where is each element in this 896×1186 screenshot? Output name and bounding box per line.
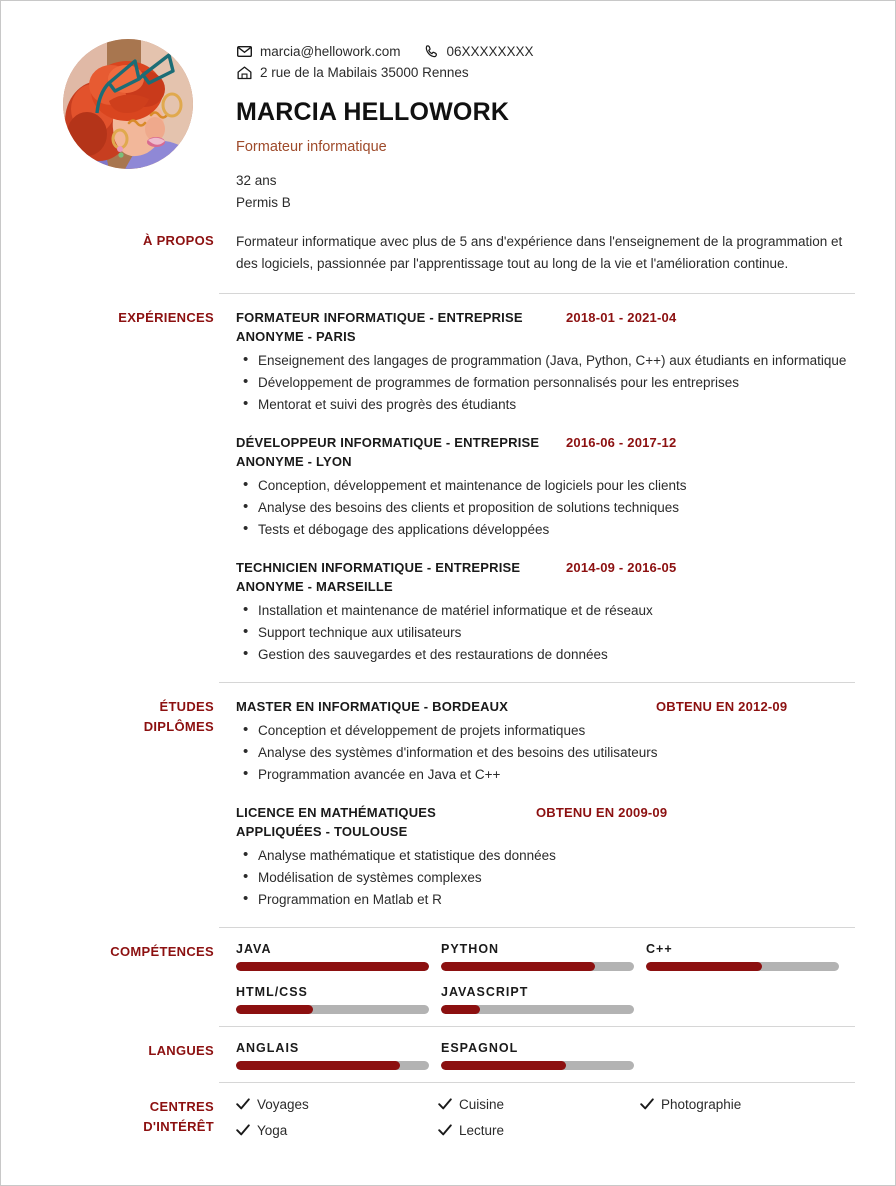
experience-bullets xyxy=(236,600,855,666)
interest-label: Photographie xyxy=(661,1097,742,1112)
bullet: • Développement de programmes de formation personnalisés pour les entreprises xyxy=(236,372,855,394)
skill-item xyxy=(236,985,438,1014)
education-bullets xyxy=(236,845,855,911)
education-date: OBTENU EN 2009-09 xyxy=(536,805,668,820)
skill-bar-track xyxy=(441,962,634,971)
section-languages xyxy=(1,1041,895,1074)
check-icon xyxy=(438,1124,452,1137)
education-title: MASTER EN INFORMATIQUE - BORDEAUX xyxy=(236,699,509,714)
skill-bar-track xyxy=(646,962,839,971)
education-entry xyxy=(236,697,855,786)
bullet: • Analyse des systèmes d'information et des besoins des utilisateurs xyxy=(236,742,855,764)
experiences-label: EXPÉRIENCES xyxy=(118,310,214,325)
experience-head xyxy=(236,433,855,471)
skills-content xyxy=(236,942,855,1018)
bullet: • Modélisation de systèmes complexes xyxy=(236,867,855,889)
avatar-illustration-icon xyxy=(63,39,193,169)
interests-label xyxy=(41,1097,236,1149)
skills-grid xyxy=(236,942,855,1018)
interests-label-line1: CENTRES xyxy=(149,1099,214,1114)
language-item xyxy=(441,1041,643,1070)
skill-item xyxy=(441,942,643,971)
experience-title: FORMATEUR INFORMATIQUE - ENTREPRISE ANONYME - PARIS xyxy=(236,310,523,344)
divider-experiences xyxy=(219,682,855,683)
interests-grid xyxy=(236,1097,855,1149)
bullet: • Programmation avancée en Java et C++ xyxy=(236,764,855,786)
bullet: • Enseignement des langages de programmation (Java, Python, C++) aux étudiants en informatique xyxy=(236,350,855,372)
skill-item xyxy=(646,942,848,971)
language-bar-track xyxy=(236,1061,429,1070)
languages-content xyxy=(236,1041,855,1074)
interest-item xyxy=(438,1123,640,1138)
home-icon xyxy=(236,65,253,80)
interest-item xyxy=(236,1123,438,1138)
language-item xyxy=(236,1041,438,1070)
age-text: 32 ans xyxy=(236,173,277,188)
bullet: • Support technique aux utilisateurs xyxy=(236,622,855,644)
skill-name: JAVA xyxy=(236,942,272,956)
bullet: • Gestion des sauvegardes et des restaurations de données xyxy=(236,644,855,666)
interest-item xyxy=(640,1097,842,1112)
skill-item xyxy=(441,985,643,1014)
cv-header xyxy=(1,1,895,213)
phone-icon xyxy=(423,44,440,59)
experience-bullets xyxy=(236,350,855,416)
experience-entry xyxy=(236,308,855,416)
experience-date: 2016-06 - 2017-12 xyxy=(566,435,677,450)
experience-head xyxy=(236,558,855,596)
education-date: OBTENU EN 2012-09 xyxy=(656,699,788,714)
interest-label: Lecture xyxy=(459,1123,505,1138)
section-education xyxy=(1,697,895,911)
check-icon xyxy=(438,1098,452,1111)
header-main xyxy=(236,29,855,213)
section-skills xyxy=(1,942,895,1018)
skill-name: JAVASCRIPT xyxy=(441,985,529,999)
language-bar-fill xyxy=(441,1061,566,1070)
experiences-content xyxy=(236,308,855,666)
education-head xyxy=(236,803,855,841)
avatar xyxy=(63,39,193,169)
interest-label: Cuisine xyxy=(459,1097,505,1112)
bullet: • Analyse mathématique et statistique des données xyxy=(236,845,855,867)
education-title: LICENCE EN MATHÉMATIQUES APPLIQUÉES - TOULOUSE xyxy=(236,805,437,839)
divider-about xyxy=(219,293,855,294)
experience-entry xyxy=(236,558,855,666)
bullet: • Tests et débogage des applications développées xyxy=(236,519,855,541)
education-label xyxy=(41,697,236,911)
about-text: Formateur informatique avec plus de 5 ans d'expérience dans l'enseignement de la programmation et des logiciels, passionnée par l'apprentissage tout au long de la vie et l'amélioration continue. xyxy=(236,234,843,271)
experience-bullets xyxy=(236,475,855,541)
education-label-line2: DIPLÔMES xyxy=(143,719,214,734)
skill-bar-fill xyxy=(441,962,595,971)
check-icon xyxy=(236,1098,250,1111)
contact-line-2 xyxy=(236,62,855,83)
about-content xyxy=(236,231,855,275)
skill-bar-fill xyxy=(236,1005,313,1014)
experience-title: DÉVELOPPEUR INFORMATIQUE - ENTREPRISE ANONYME - LYON xyxy=(236,435,540,469)
education-bullets xyxy=(236,720,855,786)
interest-label: Yoga xyxy=(257,1123,288,1138)
skill-bar-fill xyxy=(441,1005,480,1014)
check-icon xyxy=(640,1098,654,1111)
language-name: ANGLAIS xyxy=(236,1041,300,1055)
language-name: ESPAGNOL xyxy=(441,1041,519,1055)
section-interests xyxy=(1,1097,895,1149)
bullet: • Mentorat et suivi des progrès des étudiants xyxy=(236,394,855,416)
language-bar-fill xyxy=(236,1061,400,1070)
education-head xyxy=(236,697,855,716)
bullet: • Conception, développement et maintenance de logiciels pour les clients xyxy=(236,475,855,497)
section-about xyxy=(1,231,895,275)
interests-content xyxy=(236,1097,855,1149)
job-title: Formateur informatique xyxy=(236,139,387,155)
skill-bar-track xyxy=(236,962,429,971)
divider-skills xyxy=(219,1026,855,1027)
bullet: • Installation et maintenance de matériel informatique et de réseaux xyxy=(236,600,855,622)
skill-name: C++ xyxy=(646,942,673,956)
contact-email-text: marcia@hellowork.com xyxy=(260,44,401,59)
page-title: MARCIA HELLOWORK xyxy=(236,98,510,126)
personal-meta xyxy=(236,170,855,213)
languages-grid xyxy=(236,1041,855,1074)
experience-date: 2014-09 - 2016-05 xyxy=(566,560,677,575)
about-label: À PROPOS xyxy=(142,233,214,248)
contact-line-1 xyxy=(236,41,855,62)
bullet: • Programmation en Matlab et R xyxy=(236,889,855,911)
languages-label: LANGUES xyxy=(148,1043,214,1058)
licence-text: Permis B xyxy=(236,194,291,210)
skill-bar-fill xyxy=(236,962,429,971)
skill-bar-track xyxy=(441,1005,634,1014)
skills-label: COMPÉTENCES xyxy=(110,944,214,959)
envelope-icon xyxy=(236,44,253,59)
bullet: • Conception et développement de projets informatiques xyxy=(236,720,855,742)
education-label-line1: ÉTUDES xyxy=(159,699,214,714)
interests-label-line2: D'INTÉRÊT xyxy=(143,1119,214,1134)
skill-bar-track xyxy=(236,1005,429,1014)
contact-address xyxy=(236,62,469,83)
skill-name: PYTHON xyxy=(441,942,500,956)
contact-phone-text: 06XXXXXXXX xyxy=(446,44,534,59)
skill-item xyxy=(236,942,438,971)
divider-languages xyxy=(219,1082,855,1083)
contact-address-text: 2 rue de la Mabilais 35000 Rennes xyxy=(260,65,469,80)
experience-entry xyxy=(236,433,855,541)
education-content xyxy=(236,697,855,911)
interest-label: Voyages xyxy=(257,1097,309,1112)
interest-item xyxy=(236,1097,438,1112)
divider-education xyxy=(219,927,855,928)
language-bar-track xyxy=(441,1061,634,1070)
contact-phone[interactable] xyxy=(423,41,534,62)
bullet: • Analyse des besoins des clients et proposition de solutions techniques xyxy=(236,497,855,519)
check-icon xyxy=(236,1124,250,1137)
contact-email[interactable] xyxy=(236,41,401,62)
education-entry xyxy=(236,803,855,911)
interest-item xyxy=(438,1097,640,1112)
avatar-column xyxy=(41,29,236,213)
skill-name: HTML/CSS xyxy=(236,985,308,999)
skill-bar-fill xyxy=(646,962,762,971)
section-experiences xyxy=(1,308,895,666)
experience-head xyxy=(236,308,855,346)
experience-date: 2018-01 - 2021-04 xyxy=(566,310,677,325)
experience-title: TECHNICIEN INFORMATIQUE - ENTREPRISE ANONYME - MARSEILLE xyxy=(236,560,521,594)
